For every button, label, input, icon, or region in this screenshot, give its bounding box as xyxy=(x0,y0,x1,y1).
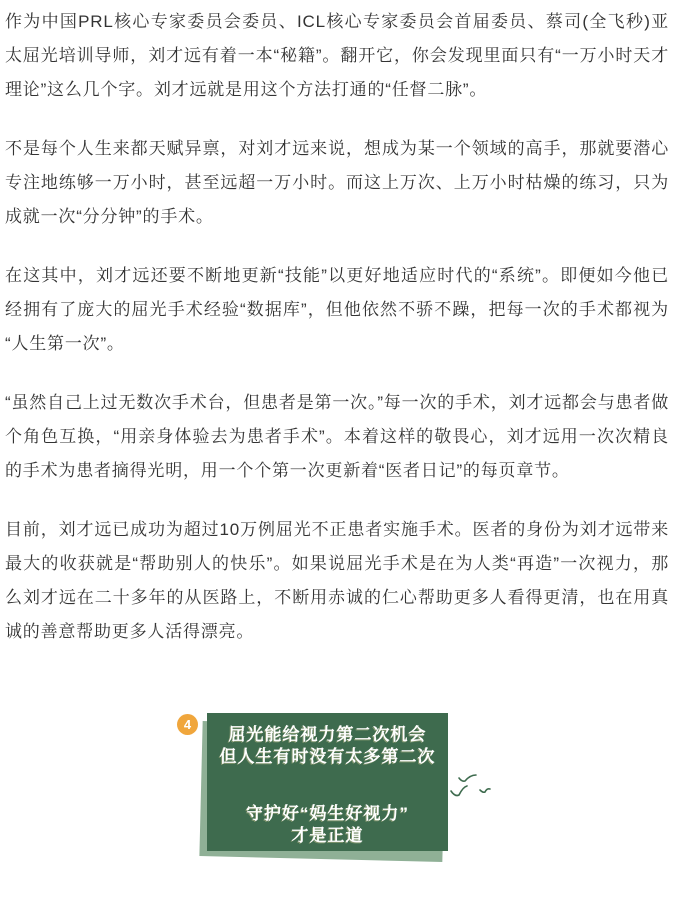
card-line-2: 但人生有时没有太多第二次 xyxy=(219,747,436,766)
article-paragraph-4: “虽然自己上过无数次手术台，但患者是第一次。”每一次的手术，刘才远都会与患者做个角色互换，“用亲身体验去为患者手术”。本着这样的敬畏心，刘才远用一次次精良的手术为患者摘得光明，用一个个第一次更新着“医者日记”的每页章节。 xyxy=(5,393,669,480)
quote-card xyxy=(207,713,448,851)
badge-number: 4 xyxy=(183,717,192,732)
section-number-badge xyxy=(177,714,198,735)
card-line-spacer xyxy=(207,768,448,803)
article-paragraph-3: 在这其中，刘才远还要不断地更新“技能”以更好地适应时代的“系统”。即便如今他已经拥有了庞大的屈光手术经验“数据库”，但他依然不骄不躁，把每一次的手术都视为“人生第一次”。 xyxy=(5,266,669,353)
summary-banner xyxy=(5,713,669,868)
card-line-4: 才是正道 xyxy=(291,826,364,845)
card-line-1: 屈光能给视力第二次机会 xyxy=(228,725,427,744)
article-paragraph-1: 作为中国PRL核心专家委员会委员、ICL核心专家委员会首届委员、蔡司(全飞秒)亚太屈光培训导师，刘才远有着一本“秘籍”。翻开它，你会发现里面只有“一万小时天才理论”这么几个字。刘才远就是用这个方法打通的“任督二脉”。 xyxy=(5,12,669,99)
article-paragraph-5: 目前，刘才远已成功为超过10万例屈光不正患者实施手术。医者的身份为刘才远带来最大的收获就是“帮助别人的快乐”。如果说屈光手术是在为人类“再造”一次视力，那么刘才远在二十多年的从医路上，不断用赤诚的仁心帮助更多人看得更清，也在用真诚的善意帮助更多人活得漂亮。 xyxy=(5,520,669,641)
birds-icon xyxy=(449,771,497,801)
article-paragraph-2: 不是每个人生来都天赋异禀，对刘才远来说，想成为某一个领域的高手，那就要潜心专注地练够一万小时，甚至远超一万小时。而这上万次、上万小时枯燥的练习，只为成就一次“分分钟”的手术。 xyxy=(5,139,669,226)
card-line-3: 守护好“妈生好视力” xyxy=(246,804,409,823)
